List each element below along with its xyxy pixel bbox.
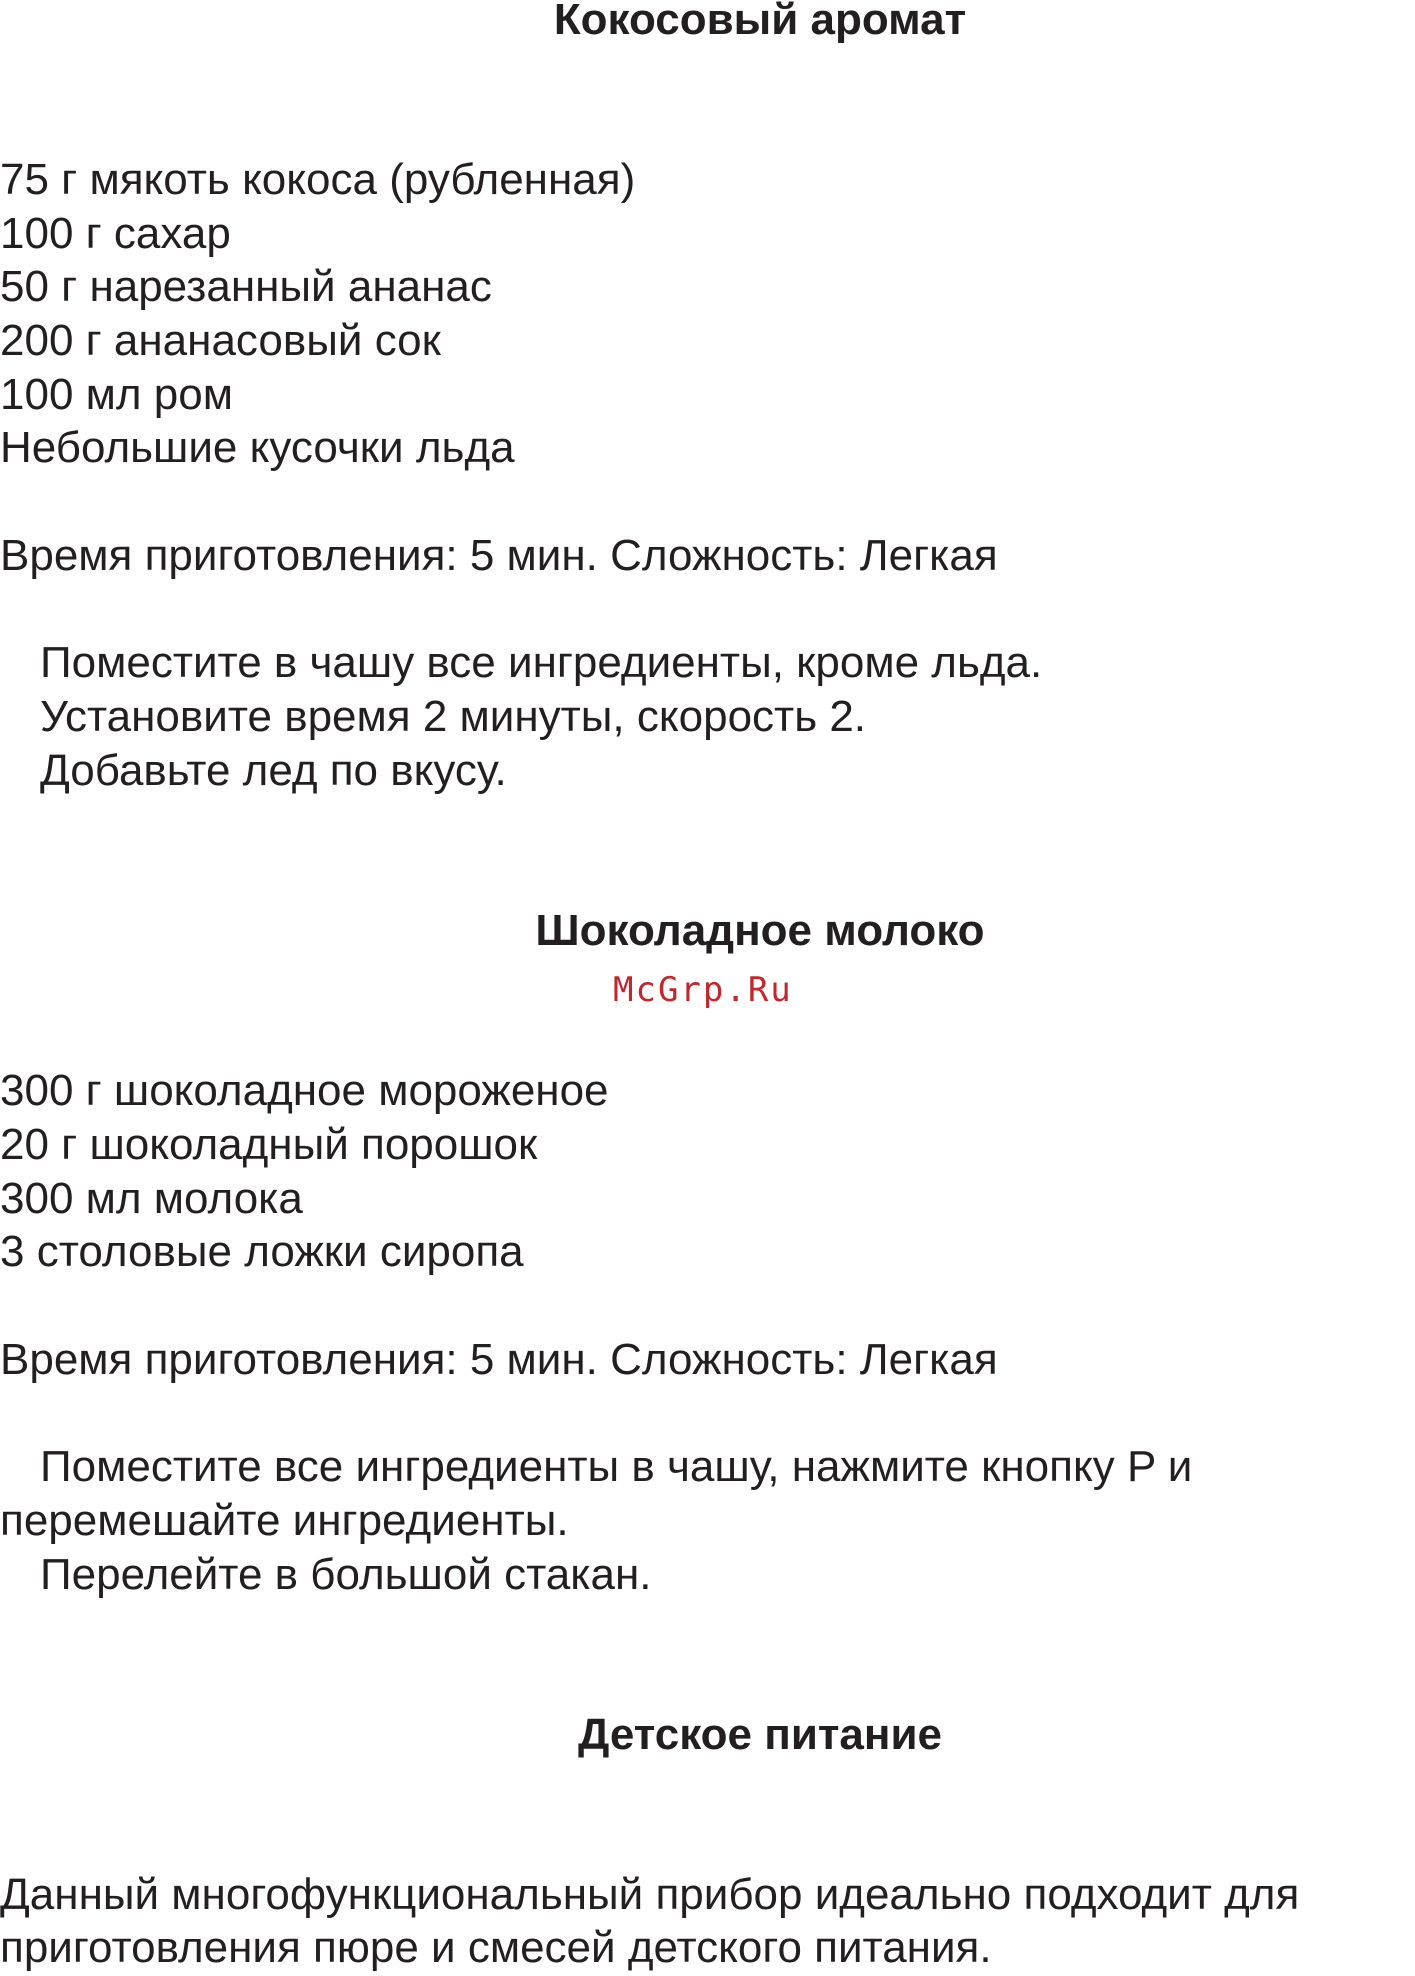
ingredient-line: 300 г шоколадное мороженое: [0, 1066, 609, 1115]
recipe-info: Время приготовления: 5 мин. Сложность: Легкая: [0, 531, 998, 580]
step-line: Перелейте в большой стакан.: [40, 1550, 652, 1599]
ingredient-line: Небольшие кусочки льда: [0, 423, 515, 472]
ingredient-line: 75 г мякоть кокоса (рубленная): [0, 155, 636, 204]
step-line: перемешайте ингредиенты.: [0, 1496, 569, 1545]
paragraph-line: приготовления пюре и смесей детского питания.: [0, 1923, 992, 1972]
recipe-title: Кокосовый аромат: [553, 0, 967, 44]
recipe-info: Время приготовления: 5 мин. Сложность: Легкая: [0, 1335, 998, 1384]
watermark: McGrp.Ru: [613, 970, 793, 1010]
ingredient-line: 3 столовые ложки сиропа: [0, 1227, 524, 1276]
ingredient-line: 200 г ананасовый сок: [0, 316, 441, 365]
ingredient-line: 20 г шоколадный порошок: [0, 1120, 538, 1169]
ingredient-line: 100 мл ром: [0, 370, 233, 419]
recipe-title: Шоколадное молоко: [535, 906, 985, 955]
step-line: Поместите в чашу все ингредиенты, кроме льда.: [40, 638, 1043, 687]
paragraph-line: Данный многофункциональный прибор идеально подходит для: [0, 1870, 1300, 1919]
ingredient-line: 300 мл молока: [0, 1174, 303, 1223]
step-line: Установите время 2 минуты, скорость 2.: [40, 692, 867, 741]
step-line: Поместите все ингредиенты в чашу, нажмите кнопку P и: [40, 1442, 1193, 1491]
section-title: Детское питание: [578, 1710, 942, 1759]
ingredient-line: 100 г сахар: [0, 209, 231, 258]
ingredient-line: 50 г нарезанный ананас: [0, 262, 492, 311]
step-line: Добавьте лед по вкусу.: [40, 746, 507, 795]
